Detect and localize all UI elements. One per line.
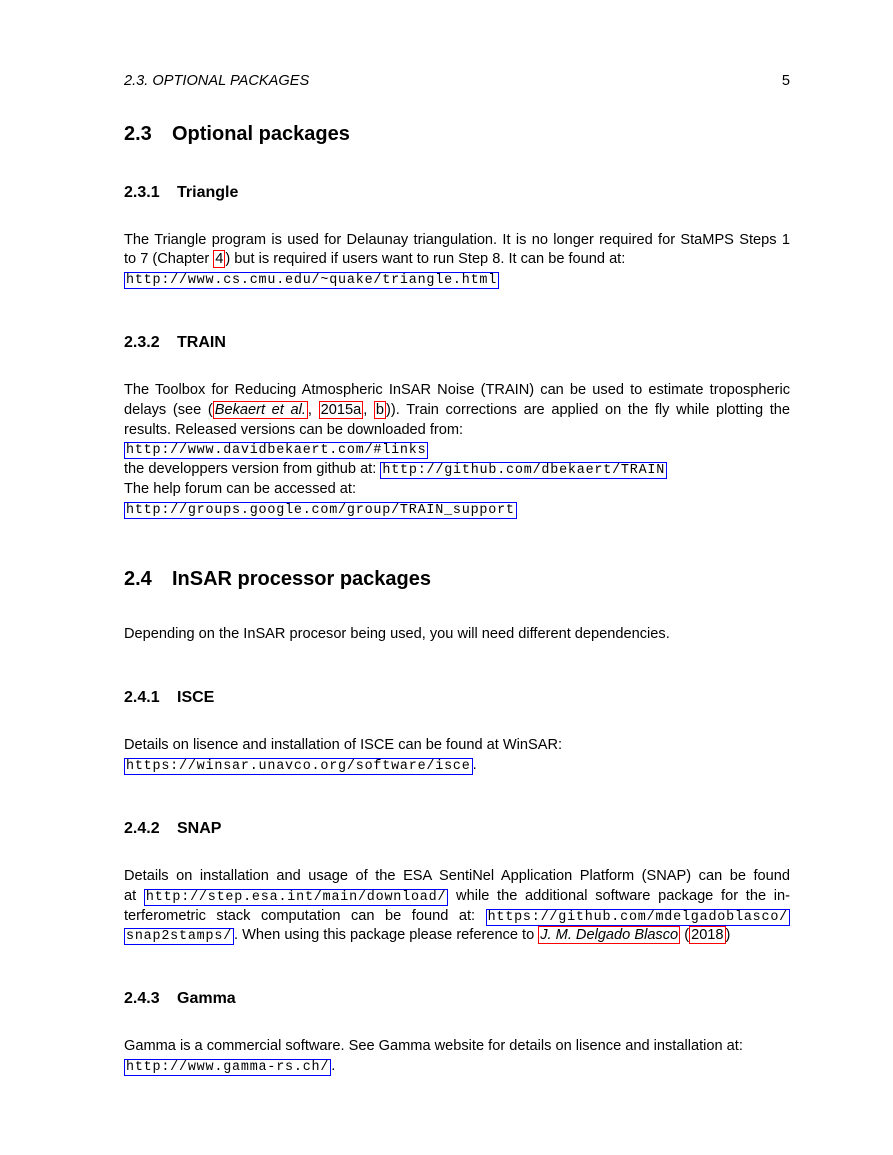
subsection-heading-2-3-2: [124, 334, 226, 352]
text-span: . When using this package please reference to: [234, 927, 539, 943]
text-span: to 7 (Chapter: [124, 251, 214, 267]
subsection-heading-2-4-2: [124, 820, 221, 838]
running-head-section: 2.3. OPTIONAL PACKAGES: [124, 73, 310, 89]
paragraph-line: Gamma is a commercial software. See Gamma website for details on lisence and installation at:: [124, 1038, 743, 1054]
subsection-number: 2.3.2: [124, 334, 160, 351]
text-span: (: [680, 927, 690, 943]
paragraph-line: Depending on the InSAR procesor being used, you will need different dependencies.: [124, 626, 670, 642]
url-line: [124, 271, 499, 288]
section-number: 2.3: [124, 123, 152, 145]
paragraph-line: [124, 927, 730, 944]
section-title: InSAR processor packages: [172, 568, 431, 590]
subsection-title: Triangle: [177, 184, 239, 201]
subsection-heading-2-3-1: [124, 184, 238, 202]
subsection-number: 2.4.3: [124, 990, 160, 1007]
text-span: ) but is required if users want to run Step 8. It can be found at:: [225, 251, 626, 267]
train-github-url-link[interactable]: http://github.com/dbekaert/TRAIN: [382, 463, 666, 478]
section-title: Optional packages: [172, 123, 350, 145]
subsection-title: TRAIN: [177, 334, 226, 351]
gamma-url-link[interactable]: http://www.gamma-rs.ch/: [126, 1060, 330, 1075]
text-span: .: [331, 1058, 336, 1074]
text-span: ): [725, 927, 731, 943]
snap-download-url-link[interactable]: http://step.esa.int/main/download/: [145, 890, 447, 905]
section-heading-2-3: [124, 123, 350, 146]
train-releases-url-link[interactable]: http://www.davidbekaert.com/#links: [126, 443, 427, 458]
triangle-url-link[interactable]: http://www.cs.cmu.edu/~quake/triangle.html: [126, 273, 498, 288]
paragraph-line: The Triangle program is used for Delaunay triangulation. It is no longer required for StaMPS Steps 1: [124, 232, 790, 248]
url-line: [124, 501, 517, 518]
section-number: 2.4: [124, 568, 152, 590]
subsection-number: 2.4.1: [124, 689, 160, 706]
paragraph-line: [124, 908, 790, 925]
citation-year-link[interactable]: b: [375, 402, 385, 418]
paragraph-line: The help forum can be accessed at:: [124, 481, 357, 497]
running-head: [124, 73, 790, 89]
text-span: ,: [363, 402, 374, 418]
url-line: [124, 1058, 335, 1075]
subsection-title: ISCE: [177, 689, 215, 706]
text-span: .: [472, 757, 477, 773]
paragraph-line: [124, 402, 790, 418]
subsection-heading-2-4-3: [124, 990, 236, 1008]
subsection-number: 2.4.2: [124, 820, 160, 837]
paragraph-line: [124, 888, 790, 905]
subsection-heading-2-4-1: [124, 689, 214, 707]
text-span: the developpers version from github at:: [124, 461, 381, 477]
text-span: )). Train corrections are applied on the fly while plotting the: [386, 402, 790, 418]
paragraph-line: Details on lisence and installation of ISCE can be found at WinSAR:: [124, 737, 563, 753]
paragraph-line: [124, 461, 667, 478]
citation-link[interactable]: J. M. Delgado Blasco: [540, 927, 679, 943]
url-line: [124, 757, 477, 774]
text-span: ,: [307, 402, 319, 418]
citation-link[interactable]: Bekaert et al.: [214, 402, 306, 418]
paragraph-line: Details on installation and usage of the ESA SentiNel Application Platform (SNAP) can be found: [124, 868, 790, 884]
paragraph-line: results. Released versions can be downloaded from:: [124, 422, 464, 438]
subsection-title: Gamma: [177, 990, 236, 1007]
chapter-ref-link[interactable]: 4: [215, 251, 224, 267]
page-number: 5: [781, 73, 790, 89]
text-span: at: [124, 888, 144, 904]
text-span: while the additional software package for the in-: [448, 888, 791, 904]
snap2stamps-url-link[interactable]: https://github.com/mdelgadoblasco/: [487, 910, 788, 925]
url-line: [124, 441, 428, 458]
train-forum-url-link[interactable]: http://groups.google.com/group/TRAIN_support: [126, 503, 515, 518]
citation-year-link[interactable]: 2018: [691, 927, 724, 943]
text-span: terferometric stack computation can be found at:: [124, 908, 486, 924]
subsection-number: 2.3.1: [124, 184, 160, 201]
paragraph-line: The Toolbox for Reducing Atmospheric InSAR Noise (TRAIN) can be used to estimate tropospheric: [124, 382, 790, 398]
paragraph-line: [124, 251, 625, 267]
snap2stamps-url-link-continued[interactable]: snap2stamps/: [126, 929, 233, 944]
subsection-title: SNAP: [177, 820, 222, 837]
isce-url-link[interactable]: https://winsar.unavco.org/software/isce: [126, 759, 471, 774]
section-heading-2-4: [124, 568, 431, 591]
citation-year-link[interactable]: 2015a: [320, 402, 362, 418]
text-span: delays (see (: [124, 402, 213, 418]
